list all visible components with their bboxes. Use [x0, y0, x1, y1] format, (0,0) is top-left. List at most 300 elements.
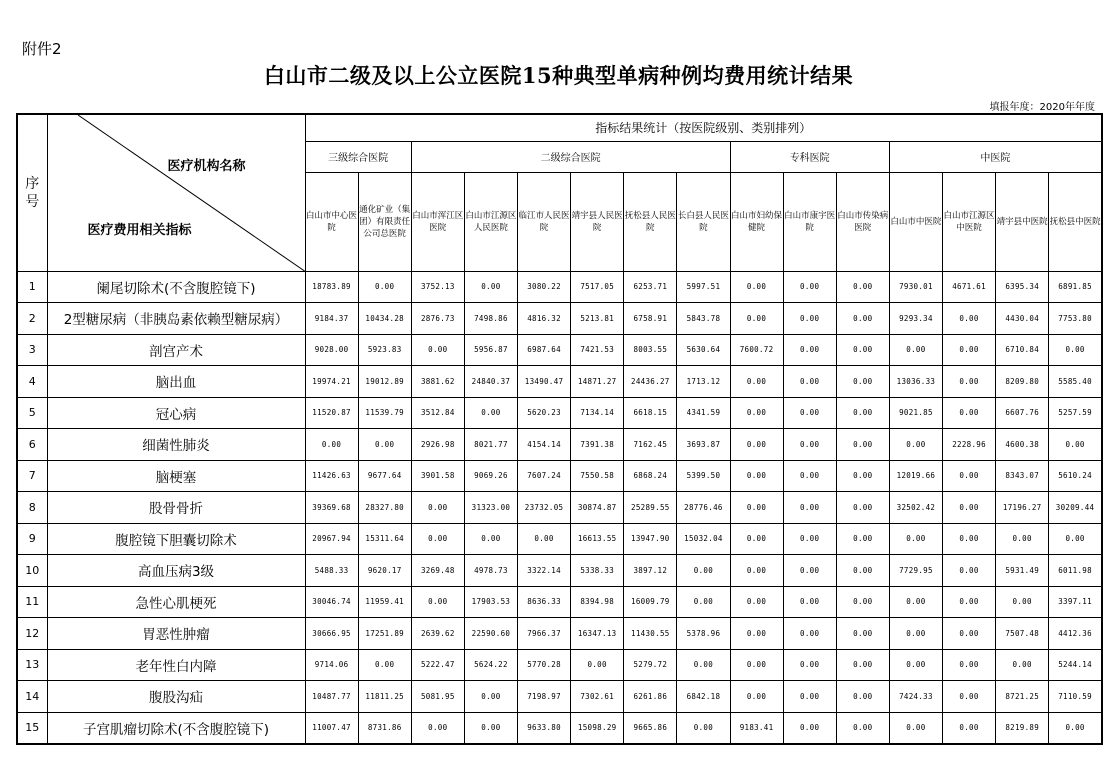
category-specialty: 专科医院: [730, 141, 889, 172]
cost-value-cell: 0.00: [943, 460, 996, 492]
fill-year-label: 填报年度：2020年年度: [989, 102, 1095, 113]
disease-name: 胃恶性肿瘤: [47, 618, 305, 650]
institution-header-14: 靖宇县中医院: [996, 172, 1049, 271]
cost-value-cell: 4600.38: [996, 429, 1049, 461]
table-row: [17, 586, 1102, 618]
cost-value-cell: 3752.13: [411, 271, 464, 303]
cost-value-cell: 0.00: [943, 523, 996, 555]
cost-value-cell: 0.00: [836, 271, 889, 303]
cost-value-cell: 6710.84: [996, 334, 1049, 366]
cost-value-cell: 17903.53: [464, 586, 517, 618]
cost-value-cell: 0.00: [730, 555, 783, 587]
cost-value-cell: 7198.97: [518, 681, 571, 713]
row-seq: 7: [17, 460, 47, 492]
cost-value-cell: 0.00: [836, 712, 889, 744]
table-row: [17, 712, 1102, 744]
institution-header-11: 白山市传染病医院: [836, 172, 889, 271]
row-seq: 4: [17, 366, 47, 398]
cost-value-cell: 31323.00: [464, 492, 517, 524]
cost-value-cell: 0.00: [889, 618, 942, 650]
attachment-label: 附件2: [22, 40, 62, 58]
cost-value-cell: 19974.21: [305, 366, 358, 398]
cost-value-cell: 4671.61: [943, 271, 996, 303]
cost-value-cell: 5770.28: [518, 649, 571, 681]
table-row: [17, 618, 1102, 650]
cost-value-cell: 0.00: [411, 334, 464, 366]
cost-value-cell: 0.00: [730, 523, 783, 555]
disease-name: 老年性白内障: [47, 649, 305, 681]
cost-value-cell: 0.00: [464, 681, 517, 713]
institution-header-9: 白山市妇幼保健院: [730, 172, 783, 271]
cost-value-cell: 11959.41: [358, 586, 411, 618]
cost-value-cell: 0.00: [783, 681, 836, 713]
cost-value-cell: 7134.14: [571, 397, 624, 429]
institution-header-2: 通化矿业（集团）有限责任公司总医院: [358, 172, 411, 271]
cost-value-cell: 0.00: [677, 712, 730, 744]
cost-value-cell: 13036.33: [889, 366, 942, 398]
cost-value-cell: 4978.73: [464, 555, 517, 587]
cost-value-cell: 0.00: [464, 712, 517, 744]
row-seq: 15: [17, 712, 47, 744]
cost-value-cell: 7302.61: [571, 681, 624, 713]
cost-value-cell: 2926.98: [411, 429, 464, 461]
cost-value-cell: 0.00: [411, 523, 464, 555]
disease-name: 脑出血: [47, 366, 305, 398]
cost-value-cell: 3322.14: [518, 555, 571, 587]
row-seq: 1: [17, 271, 47, 303]
cost-value-cell: 3693.87: [677, 429, 730, 461]
cost-value-cell: 4341.59: [677, 397, 730, 429]
cost-value-cell: 3512.84: [411, 397, 464, 429]
cost-value-cell: 0.00: [996, 649, 1049, 681]
category-tier2-general: 二级综合医院: [411, 141, 730, 172]
row-seq: 9: [17, 523, 47, 555]
cost-value-cell: 0.00: [730, 618, 783, 650]
cost-value-cell: 5931.49: [996, 555, 1049, 587]
cost-value-cell: 6891.85: [1049, 271, 1102, 303]
cost-value-cell: 0.00: [783, 555, 836, 587]
cost-value-cell: 0.00: [464, 397, 517, 429]
cost-value-cell: 11426.63: [305, 460, 358, 492]
cost-value-cell: 9665.86: [624, 712, 677, 744]
institution-header-15: 抚松县中医院: [1049, 172, 1102, 271]
cost-value-cell: 0.00: [730, 681, 783, 713]
row-seq: 11: [17, 586, 47, 618]
cost-value-cell: 23732.05: [518, 492, 571, 524]
cost-value-cell: 14871.27: [571, 366, 624, 398]
cost-value-cell: 0.00: [836, 523, 889, 555]
cost-value-cell: 0.00: [943, 366, 996, 398]
cost-value-cell: 0.00: [996, 586, 1049, 618]
institution-header-6: 靖宇县人民医院: [571, 172, 624, 271]
cost-value-cell: 0.00: [889, 586, 942, 618]
cost-value-cell: 0.00: [836, 555, 889, 587]
cost-value-cell: 24840.37: [464, 366, 517, 398]
cost-value-cell: 6758.91: [624, 303, 677, 335]
table-row: [17, 366, 1102, 398]
cost-value-cell: 0.00: [943, 397, 996, 429]
institution-header-5: 临江市人民医院: [518, 172, 571, 271]
disease-name: 股骨骨折: [47, 492, 305, 524]
cost-value-cell: 4816.32: [518, 303, 571, 335]
cost-value-cell: 7162.45: [624, 429, 677, 461]
cost-value-cell: 8394.98: [571, 586, 624, 618]
cost-value-cell: 20967.94: [305, 523, 358, 555]
cost-value-cell: 6253.71: [624, 271, 677, 303]
disease-name: 阑尾切除术(不含腹腔镜下): [47, 271, 305, 303]
cost-value-cell: 0.00: [677, 649, 730, 681]
cost-value-cell: 5279.72: [624, 649, 677, 681]
row-seq: 6: [17, 429, 47, 461]
cost-value-cell: 8721.25: [996, 681, 1049, 713]
cost-value-cell: 11811.25: [358, 681, 411, 713]
cost-value-cell: 0.00: [730, 460, 783, 492]
cost-value-cell: 0.00: [677, 555, 730, 587]
cost-value-cell: 5923.83: [358, 334, 411, 366]
cost-value-cell: 5630.64: [677, 334, 730, 366]
cost-value-cell: 7421.53: [571, 334, 624, 366]
cost-value-cell: 0.00: [943, 303, 996, 335]
cost-value-cell: 0.00: [836, 303, 889, 335]
table-row: [17, 460, 1102, 492]
cost-value-cell: 0.00: [358, 649, 411, 681]
cost-value-cell: 0.00: [464, 523, 517, 555]
diagonal-header-cell: [47, 114, 305, 271]
cost-value-cell: 0.00: [411, 492, 464, 524]
stat-title: 指标结果统计（按医院级别、类别排列）: [305, 114, 1102, 141]
cost-value-cell: 9069.26: [464, 460, 517, 492]
cost-value-cell: 1713.12: [677, 366, 730, 398]
cost-value-cell: 7930.01: [889, 271, 942, 303]
cost-value-cell: 8731.86: [358, 712, 411, 744]
cost-value-cell: 0.00: [730, 586, 783, 618]
institution-header-13: 白山市江源区中医院: [943, 172, 996, 271]
cost-value-cell: 3080.22: [518, 271, 571, 303]
cost-value-cell: 0.00: [358, 271, 411, 303]
cost-value-cell: 0.00: [836, 429, 889, 461]
seq-header-text: 序号: [25, 175, 40, 210]
cost-value-cell: 0.00: [783, 712, 836, 744]
cost-value-cell: 7517.05: [571, 271, 624, 303]
table-row: [17, 334, 1102, 366]
cost-value-cell: 32502.42: [889, 492, 942, 524]
cost-value-cell: 9620.17: [358, 555, 411, 587]
cost-value-cell: 6395.34: [996, 271, 1049, 303]
category-tcm: 中医院: [889, 141, 1102, 172]
cost-value-cell: 28327.80: [358, 492, 411, 524]
cost-value-cell: 5585.40: [1049, 366, 1102, 398]
table-row: [17, 397, 1102, 429]
row-seq: 5: [17, 397, 47, 429]
cost-value-cell: 2639.62: [411, 618, 464, 650]
cost-value-cell: 7966.37: [518, 618, 571, 650]
row-seq: 3: [17, 334, 47, 366]
table-row: [17, 649, 1102, 681]
cost-value-cell: 0.00: [836, 586, 889, 618]
cost-value-cell: 0.00: [943, 618, 996, 650]
cost-value-cell: 5213.81: [571, 303, 624, 335]
cost-value-cell: 8003.55: [624, 334, 677, 366]
cost-value-cell: 0.00: [943, 681, 996, 713]
row-seq: 14: [17, 681, 47, 713]
row-seq: 12: [17, 618, 47, 650]
cost-value-cell: 5610.24: [1049, 460, 1102, 492]
cost-value-cell: 7600.72: [730, 334, 783, 366]
cost-value-cell: 0.00: [943, 334, 996, 366]
disease-name: 冠心病: [47, 397, 305, 429]
disease-name: 腹腔镜下胆囊切除术: [47, 523, 305, 555]
cost-value-cell: 0.00: [889, 649, 942, 681]
cost-value-cell: 0.00: [996, 523, 1049, 555]
cost-value-cell: 0.00: [783, 397, 836, 429]
cost-value-cell: 30209.44: [1049, 492, 1102, 524]
disease-name: 高血压病3级: [47, 555, 305, 587]
cost-value-cell: 0.00: [677, 586, 730, 618]
cost-value-cell: 0.00: [943, 586, 996, 618]
seq-header: [17, 114, 47, 271]
cost-value-cell: 0.00: [889, 334, 942, 366]
table-row: [17, 271, 1102, 303]
cost-value-cell: 0.00: [783, 460, 836, 492]
cost-value-cell: 4430.04: [996, 303, 1049, 335]
disease-name: 细菌性肺炎: [47, 429, 305, 461]
cost-value-cell: 9293.34: [889, 303, 942, 335]
cost-value-cell: 7498.86: [464, 303, 517, 335]
cost-value-cell: 6607.76: [996, 397, 1049, 429]
cost-value-cell: 0.00: [783, 303, 836, 335]
cost-value-cell: 0.00: [411, 586, 464, 618]
cost-value-cell: 7607.24: [518, 460, 571, 492]
cost-value-cell: 3901.58: [411, 460, 464, 492]
cost-value-cell: 0.00: [730, 366, 783, 398]
cost-value-cell: 7110.59: [1049, 681, 1102, 713]
cost-value-cell: 11520.87: [305, 397, 358, 429]
cost-value-cell: 7391.38: [571, 429, 624, 461]
cost-value-cell: 0.00: [783, 334, 836, 366]
table-row: [17, 429, 1102, 461]
cost-value-cell: 6868.24: [624, 460, 677, 492]
table-row: [17, 523, 1102, 555]
cost-value-cell: 0.00: [358, 429, 411, 461]
disease-name: 2型糖尿病（非胰岛素依赖型糖尿病）: [47, 303, 305, 335]
table-row: [17, 681, 1102, 713]
cost-value-cell: 30666.95: [305, 618, 358, 650]
institution-header-10: 白山市康宇医院: [783, 172, 836, 271]
cost-value-cell: 7507.48: [996, 618, 1049, 650]
cost-value-cell: 0.00: [730, 429, 783, 461]
cost-value-cell: 0.00: [1049, 523, 1102, 555]
cost-value-cell: 5620.23: [518, 397, 571, 429]
row-seq: 13: [17, 649, 47, 681]
cost-value-cell: 30046.74: [305, 586, 358, 618]
cost-value-cell: 2228.96: [943, 429, 996, 461]
cost-value-cell: 13947.90: [624, 523, 677, 555]
cost-value-cell: 15311.64: [358, 523, 411, 555]
institution-header-4: 白山市江源区人民医院: [464, 172, 517, 271]
indicator-label: 医疗费用相关指标: [87, 223, 192, 238]
cost-value-cell: 0.00: [889, 523, 942, 555]
cost-value-cell: 17251.89: [358, 618, 411, 650]
cost-value-cell: 0.00: [943, 555, 996, 587]
cost-value-cell: 9021.85: [889, 397, 942, 429]
cost-value-cell: 5399.50: [677, 460, 730, 492]
cost-value-cell: 0.00: [783, 271, 836, 303]
table-header: [17, 114, 1102, 271]
page-title: 白山市二级及以上公立医院15种典型单病种例均费用统计结果: [263, 63, 854, 88]
cost-value-cell: 0.00: [836, 649, 889, 681]
cost-value-cell: 10434.28: [358, 303, 411, 335]
row-seq: 10: [17, 555, 47, 587]
cost-value-cell: 7550.58: [571, 460, 624, 492]
cost-value-cell: 9183.41: [730, 712, 783, 744]
row-seq: 8: [17, 492, 47, 524]
cost-value-cell: 0.00: [518, 523, 571, 555]
institution-header-7: 抚松县人民医院: [624, 172, 677, 271]
cost-value-cell: 8636.33: [518, 586, 571, 618]
category-tier3-general: 三级综合医院: [305, 141, 411, 172]
cost-value-cell: 3397.11: [1049, 586, 1102, 618]
cost-value-cell: 5843.78: [677, 303, 730, 335]
cost-value-cell: 15032.04: [677, 523, 730, 555]
institution-header-8: 长白县人民医院: [677, 172, 730, 271]
cost-value-cell: 11539.79: [358, 397, 411, 429]
cost-value-cell: 5488.33: [305, 555, 358, 587]
cost-value-cell: 0.00: [943, 712, 996, 744]
row-seq: 2: [17, 303, 47, 335]
cost-value-cell: 5624.22: [464, 649, 517, 681]
disease-name: 腹股沟疝: [47, 681, 305, 713]
cost-value-cell: 0.00: [464, 271, 517, 303]
cost-value-cell: 3897.12: [624, 555, 677, 587]
institution-header-12: 白山市中医院: [889, 172, 942, 271]
cost-value-cell: 0.00: [305, 429, 358, 461]
cost-value-cell: 0.00: [836, 366, 889, 398]
cost-value-cell: 16009.79: [624, 586, 677, 618]
cost-value-cell: 25289.55: [624, 492, 677, 524]
cost-value-cell: 8021.77: [464, 429, 517, 461]
cost-value-cell: 6842.18: [677, 681, 730, 713]
cost-value-cell: 16347.13: [571, 618, 624, 650]
cost-value-cell: 9677.64: [358, 460, 411, 492]
cost-value-cell: 5378.96: [677, 618, 730, 650]
cost-value-cell: 9184.37: [305, 303, 358, 335]
cost-value-cell: 0.00: [571, 649, 624, 681]
cost-value-cell: 0.00: [836, 334, 889, 366]
cost-value-cell: 0.00: [1049, 712, 1102, 744]
cost-value-cell: 7424.33: [889, 681, 942, 713]
cost-value-cell: 5338.33: [571, 555, 624, 587]
cost-value-cell: 4154.14: [518, 429, 571, 461]
cost-value-cell: 0.00: [889, 712, 942, 744]
cost-value-cell: 9633.80: [518, 712, 571, 744]
cost-value-cell: 6011.98: [1049, 555, 1102, 587]
cost-value-cell: 17196.27: [996, 492, 1049, 524]
cost-value-cell: 0.00: [1049, 429, 1102, 461]
cost-value-cell: 0.00: [783, 492, 836, 524]
cost-value-cell: 5257.59: [1049, 397, 1102, 429]
institution-name-label: 医疗机构名称: [167, 159, 246, 174]
cost-value-cell: 5081.95: [411, 681, 464, 713]
cost-value-cell: 5956.87: [464, 334, 517, 366]
table-row: [17, 492, 1102, 524]
cost-value-cell: 0.00: [783, 618, 836, 650]
cost-value-cell: 10487.77: [305, 681, 358, 713]
cost-value-cell: 39369.68: [305, 492, 358, 524]
disease-name: 子宫肌瘤切除术(不含腹腔镜下): [47, 712, 305, 744]
cost-value-cell: 0.00: [783, 366, 836, 398]
cost-value-cell: 6261.86: [624, 681, 677, 713]
cost-value-cell: 30874.87: [571, 492, 624, 524]
cost-value-cell: 0.00: [730, 303, 783, 335]
disease-name: 急性心肌梗死: [47, 586, 305, 618]
cost-value-cell: 3881.62: [411, 366, 464, 398]
cost-value-cell: 9714.06: [305, 649, 358, 681]
cost-value-cell: 9028.00: [305, 334, 358, 366]
cost-value-cell: 7729.95: [889, 555, 942, 587]
cost-value-cell: 3269.48: [411, 555, 464, 587]
institution-header-3: 白山市浑江区医院: [411, 172, 464, 271]
cost-value-cell: 8343.07: [996, 460, 1049, 492]
cost-value-cell: 12019.66: [889, 460, 942, 492]
cost-value-cell: 6618.15: [624, 397, 677, 429]
cost-value-cell: 0.00: [836, 492, 889, 524]
cost-value-cell: 19012.89: [358, 366, 411, 398]
cost-value-cell: 0.00: [943, 649, 996, 681]
diagonal-line: [48, 115, 306, 271]
cost-value-cell: 0.00: [943, 492, 996, 524]
cost-value-cell: 11007.47: [305, 712, 358, 744]
cost-value-cell: 0.00: [783, 523, 836, 555]
cost-value-cell: 0.00: [836, 460, 889, 492]
cost-value-cell: 18783.89: [305, 271, 358, 303]
cost-value-cell: 16613.55: [571, 523, 624, 555]
cost-value-cell: 11430.55: [624, 618, 677, 650]
cost-value-cell: 7753.80: [1049, 303, 1102, 335]
disease-name: 脑梗塞: [47, 460, 305, 492]
cost-value-cell: 5997.51: [677, 271, 730, 303]
stats-table: [16, 113, 1103, 745]
cost-value-cell: 5244.14: [1049, 649, 1102, 681]
cost-value-cell: 0.00: [889, 429, 942, 461]
cost-value-cell: 0.00: [1049, 334, 1102, 366]
table-row: [17, 303, 1102, 335]
cost-value-cell: 5222.47: [411, 649, 464, 681]
cost-value-cell: 0.00: [411, 712, 464, 744]
cost-value-cell: 0.00: [730, 271, 783, 303]
institution-header-1: 白山市中心医院: [305, 172, 358, 271]
cost-value-cell: 2876.73: [411, 303, 464, 335]
table-body: [17, 271, 1102, 744]
cost-value-cell: 0.00: [836, 618, 889, 650]
cost-value-cell: 8219.89: [996, 712, 1049, 744]
cost-value-cell: 0.00: [783, 429, 836, 461]
table-row: [17, 555, 1102, 587]
cost-value-cell: 15098.29: [571, 712, 624, 744]
cost-value-cell: 13490.47: [518, 366, 571, 398]
cost-value-cell: 0.00: [730, 492, 783, 524]
cost-value-cell: 0.00: [783, 649, 836, 681]
cost-value-cell: 0.00: [836, 681, 889, 713]
cost-value-cell: 4412.36: [1049, 618, 1102, 650]
cost-value-cell: 28776.46: [677, 492, 730, 524]
cost-value-cell: 0.00: [730, 649, 783, 681]
cost-value-cell: 6987.64: [518, 334, 571, 366]
cost-value-cell: 0.00: [836, 397, 889, 429]
cost-value-cell: 0.00: [783, 586, 836, 618]
cost-value-cell: 8209.80: [996, 366, 1049, 398]
disease-name: 剖宫产术: [47, 334, 305, 366]
cost-value-cell: 0.00: [730, 397, 783, 429]
